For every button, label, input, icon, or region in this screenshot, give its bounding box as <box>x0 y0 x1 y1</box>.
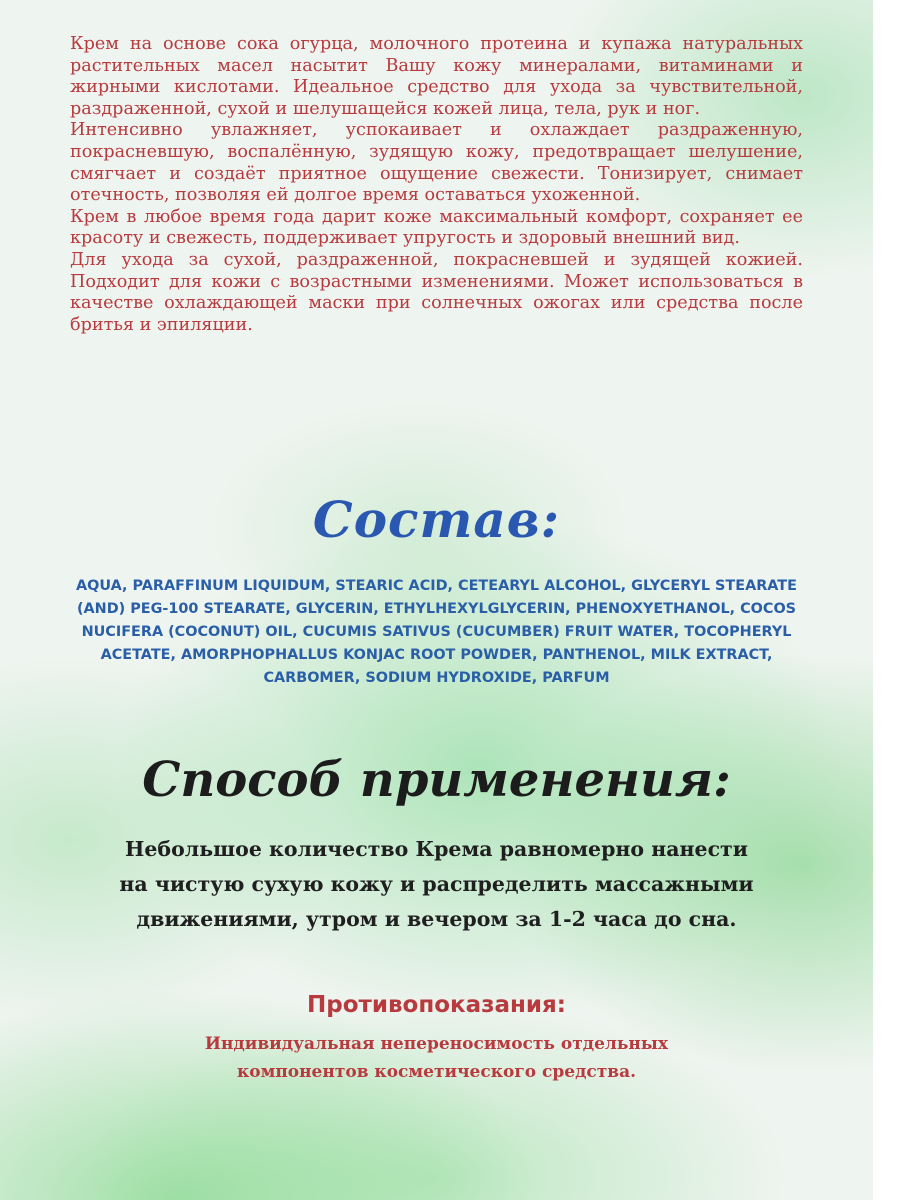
usage-heading: Способ применения: <box>142 752 731 808</box>
usage-instructions: Небольшое количество Крема равномерно нанести на чистую сухую кожу и распределить массажными движениями, утром и вечером за 1-2 часа до сна. <box>119 837 754 931</box>
description-paragraph: Для ухода за сухой, раздраженной, покрасневшей и зудящей кожией. Подходит для кожи с возрастными изменениями. Может использоваться в качестве охлаждающей маски при солнечных ожогах или средства после бритья и эпиляции. <box>70 249 803 335</box>
description-paragraph: Крем в любое время года дарит коже максимальный комфорт, сохраняет ее красоту и свежесть, поддерживает упругость и здоровый внешний вид. <box>70 206 803 249</box>
ingredients-list: AQUA, PARAFFINUM LIQUIDUM, STEARIC ACID, CETEARYL ALCOHOL, GLYCERYL STEARATE (AND) PEG-100 STEARATE, GLYCERIN, ETHYLHEXYLGLYCERIN, PHENOXYETHANOL, COCOS NUCIFERA (COCONUT) OIL, CUCUMIS SATIVUS (CUCUMBER) FRUIT WATER, TOCOPHERYL ACETATE, AMORPHOPHALLUS KONJAC ROOT POWDER, PANTHENOL, MILK EXTRACT, CARBOMER, SODIUM HYDROXIDE, PARFUM <box>76 578 797 686</box>
contraindications-heading: Противопоказания: <box>307 992 566 1018</box>
description-paragraph: Крем на основе сока огурца, молочного протеина и купажа натуральных растительных масел насытит Вашу кожу минералами, витаминами и жирными кислотами. Идеальное средство для ухода за чувствительной, раздраженной, сухой и шелушащейся кожей лица, тела, рук и ног. <box>70 34 803 119</box>
composition-heading: Состав: <box>312 490 561 549</box>
contraindications-text: Индивидуальная непереносимость отдельных компонентов косметического средства. <box>204 1034 669 1082</box>
product-description <box>70 34 803 336</box>
description-paragraph: Интенсивно увлажняет, успокаивает и охлаждает раздраженную, покрасневшую, воспалённую, зудящую кожу, предотвращает шелушение, смягчает и создаёт приятное ощущение свежести. Тонизирует, снимает отечность, позволяя ей долгое время оставаться ухоженной. <box>70 120 803 206</box>
